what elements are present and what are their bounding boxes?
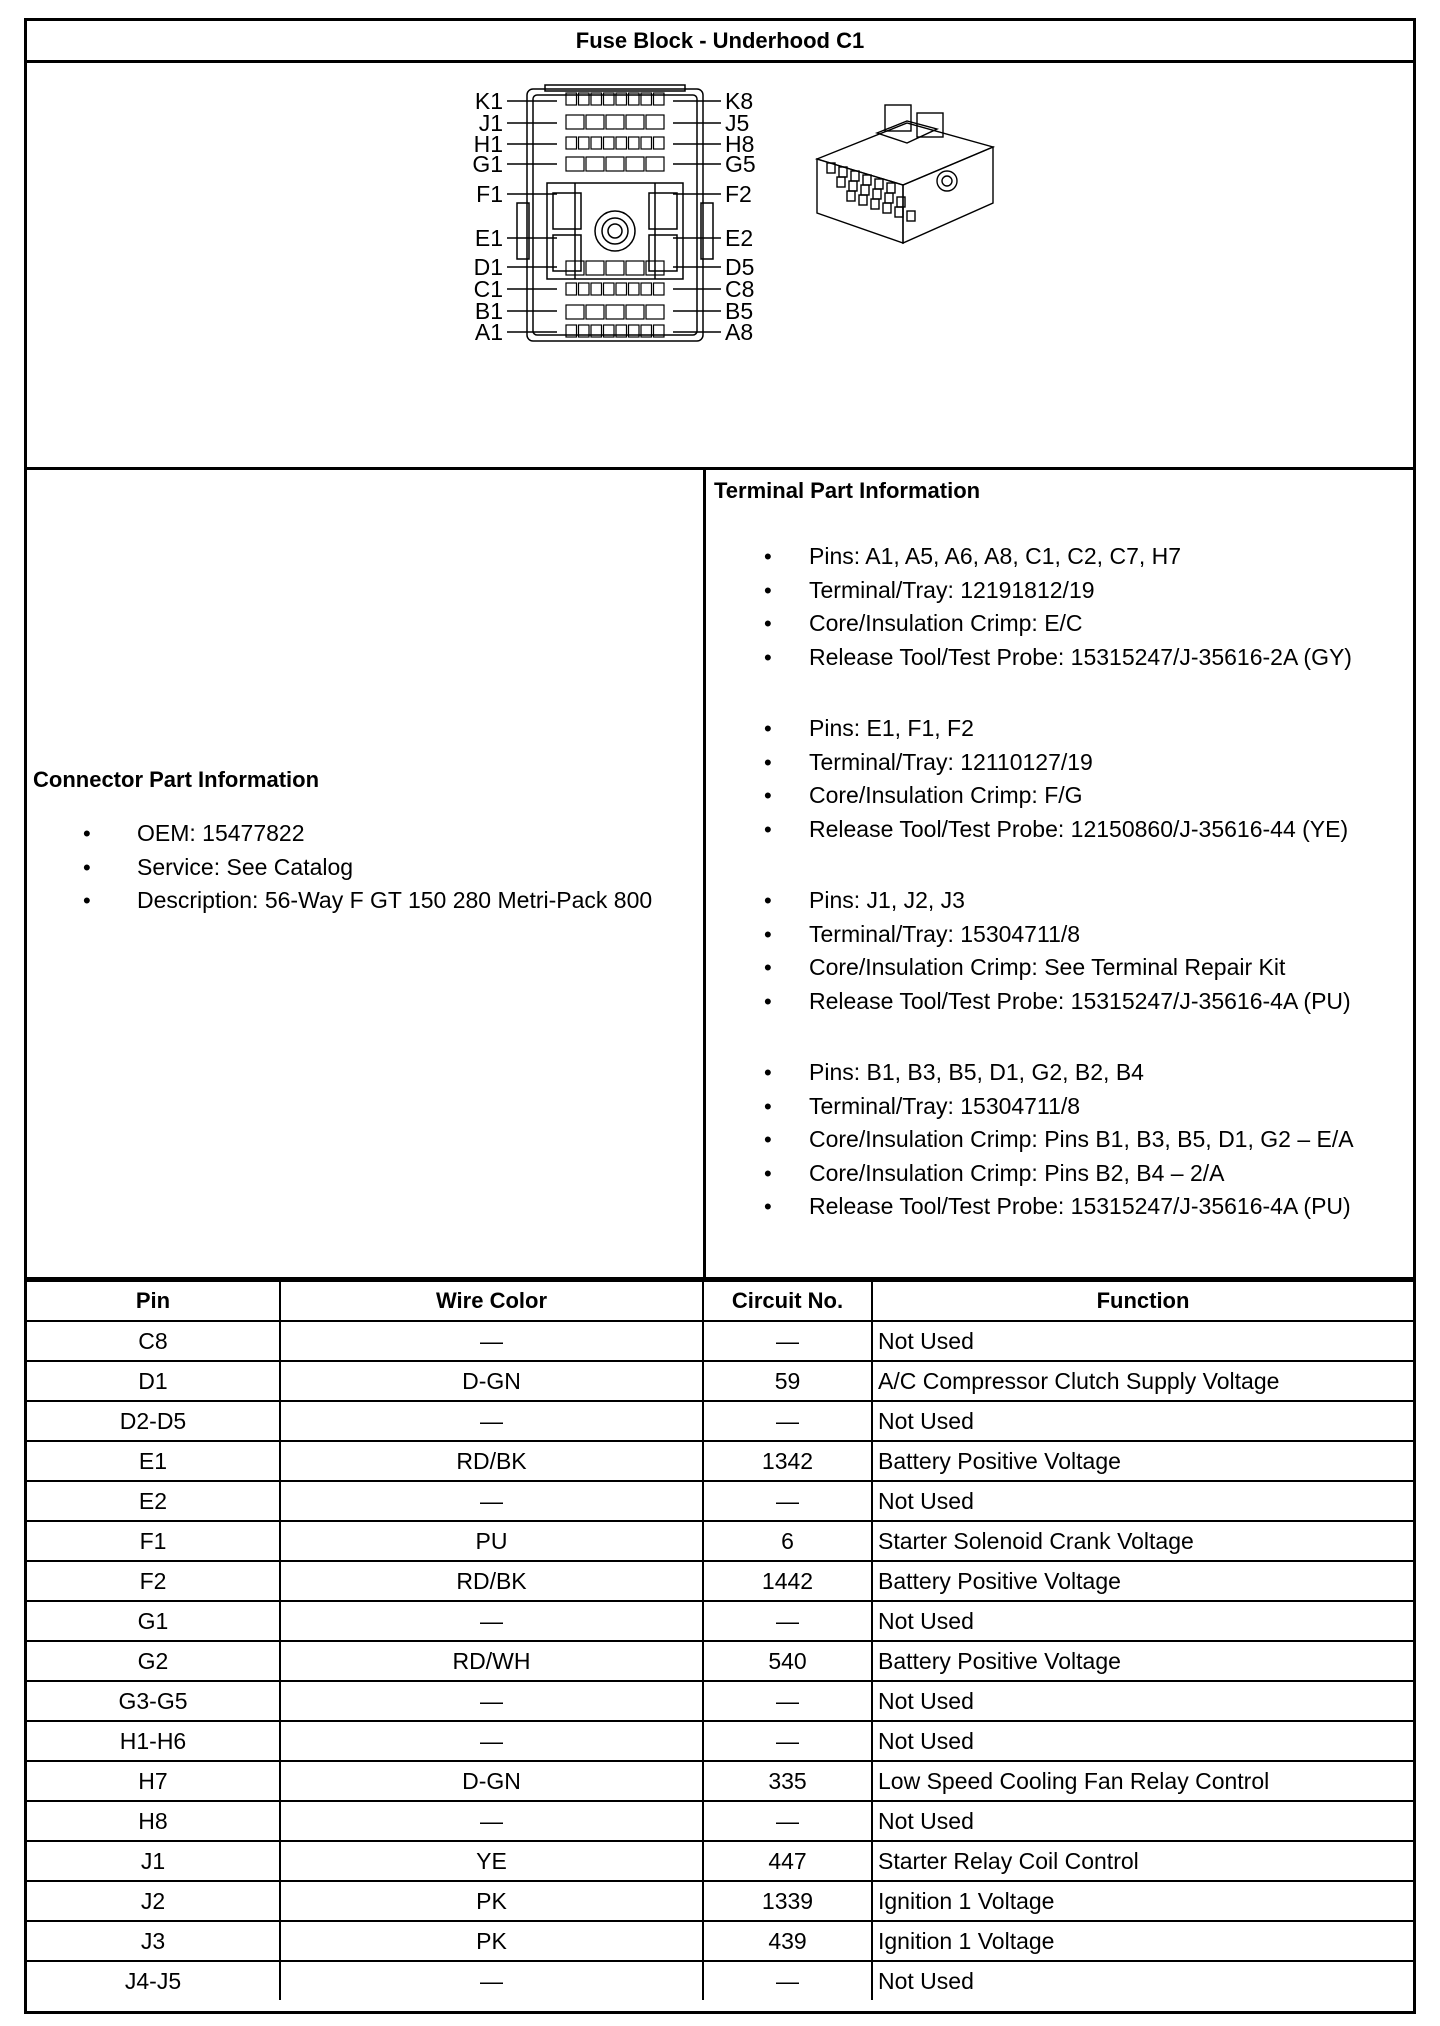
pin-label-left: C1 xyxy=(473,276,503,302)
circuit-no-cell: — xyxy=(703,1601,872,1641)
function-cell: Not Used xyxy=(872,1721,1413,1761)
iso-cavity xyxy=(907,211,915,221)
cavity xyxy=(646,115,664,129)
terminal-part-title: Terminal Part Information xyxy=(714,478,981,503)
table-row xyxy=(27,1401,1413,1441)
connector-item-oem: • OEM: 15477822 xyxy=(33,817,652,851)
terminal-item: • Terminal/Tray: 15304711/8 xyxy=(706,1090,1354,1124)
pin-label-right: A8 xyxy=(725,319,754,345)
circuit-no-cell: 59 xyxy=(703,1361,872,1401)
iso-cavity xyxy=(897,197,905,207)
wire-color-cell: — xyxy=(280,1481,703,1521)
cavity xyxy=(626,115,644,129)
cavity xyxy=(586,305,604,319)
cavity xyxy=(641,137,652,149)
table-row xyxy=(27,1681,1413,1721)
cavity xyxy=(579,137,590,149)
function-cell: Battery Positive Voltage xyxy=(872,1561,1413,1601)
table-row xyxy=(27,1481,1413,1521)
header-pin: Pin xyxy=(27,1281,280,1321)
iso-cavity xyxy=(851,171,859,181)
cavity xyxy=(579,283,590,295)
pin-cell: C8 xyxy=(27,1321,280,1361)
cavity xyxy=(604,137,615,149)
connector-part-info xyxy=(27,470,706,1277)
function-cell: Not Used xyxy=(872,1681,1413,1721)
pin-cell: G2 xyxy=(27,1641,280,1681)
terminal-item: • Core/Insulation Crimp: E/C xyxy=(706,607,1352,641)
cavity xyxy=(566,137,577,149)
pin-cell: H8 xyxy=(27,1801,280,1841)
wire-color-cell: D-GN xyxy=(280,1761,703,1801)
pin-cell: E2 xyxy=(27,1481,280,1521)
iso-cavity xyxy=(875,179,883,189)
terminal-item: • Core/Insulation Crimp: Pins B2, B4 – 2/A xyxy=(706,1157,1354,1191)
terminal-item: • Core/Insulation Crimp: See Terminal Repair Kit xyxy=(706,951,1351,985)
function-cell: Not Used xyxy=(872,1321,1413,1361)
circuit-no-cell: — xyxy=(703,1321,872,1361)
cavity xyxy=(586,115,604,129)
table-row xyxy=(27,1641,1413,1681)
function-cell: Not Used xyxy=(872,1801,1413,1841)
circuit-no-cell: — xyxy=(703,1481,872,1521)
table-row xyxy=(27,1761,1413,1801)
cavity xyxy=(629,137,640,149)
terminal-group-1 xyxy=(706,540,1352,674)
cavity xyxy=(606,305,624,319)
connector-item-service: • Service: See Catalog xyxy=(33,851,652,885)
cavity xyxy=(591,137,602,149)
pin-label-left: H1 xyxy=(473,131,503,157)
function-cell: Not Used xyxy=(872,1401,1413,1441)
terminal-item: • Release Tool/Test Probe: 15315247/J-35616-4A (PU) xyxy=(706,1190,1354,1224)
connector-diagram-section xyxy=(27,63,1413,470)
pin-cell: J3 xyxy=(27,1921,280,1961)
iso-cavity xyxy=(837,177,845,187)
wire-color-cell: — xyxy=(280,1961,703,2000)
table-row xyxy=(27,1721,1413,1761)
circuit-no-cell: 439 xyxy=(703,1921,872,1961)
circuit-no-cell: 1442 xyxy=(703,1561,872,1601)
terminal-group-3 xyxy=(706,884,1351,1018)
pin-cell: H1-H6 xyxy=(27,1721,280,1761)
pin-cell: J2 xyxy=(27,1881,280,1921)
circuit-no-cell: — xyxy=(703,1401,872,1441)
wire-color-cell: — xyxy=(280,1321,703,1361)
wire-color-cell: — xyxy=(280,1401,703,1441)
table-row xyxy=(27,1841,1413,1881)
pin-cell: D1 xyxy=(27,1361,280,1401)
function-cell: Not Used xyxy=(872,1961,1413,2000)
wire-color-cell: — xyxy=(280,1681,703,1721)
terminal-item: • Pins: J1, J2, J3 xyxy=(706,884,1351,918)
wire-color-cell: D-GN xyxy=(280,1361,703,1401)
wire-color-cell: — xyxy=(280,1801,703,1841)
cavity xyxy=(646,305,664,319)
circuit-no-cell: 540 xyxy=(703,1641,872,1681)
iso-cavity xyxy=(861,185,869,195)
pin-label-left: E1 xyxy=(474,225,503,251)
cavity xyxy=(626,261,644,275)
page-title: Fuse Block - Underhood C1 xyxy=(27,21,1413,63)
circuit-no-cell: — xyxy=(703,1681,872,1721)
pin-label-left: F1 xyxy=(476,181,503,207)
pin-cell: J4-J5 xyxy=(27,1961,280,2000)
pin-label-right: B5 xyxy=(725,298,754,324)
terminal-group-4 xyxy=(706,1056,1354,1224)
iso-cavity xyxy=(885,193,893,203)
iso-cavity xyxy=(873,189,881,199)
cavity xyxy=(606,261,624,275)
pin-cell: D2-D5 xyxy=(27,1401,280,1441)
cavity xyxy=(626,157,644,171)
terminal-item: • Terminal/Tray: 12110127/19 xyxy=(706,746,1348,780)
pin-label-left: K1 xyxy=(474,88,503,114)
terminal-item: • Core/Insulation Crimp: Pins B1, B3, B5, D1, G2 – E/A xyxy=(706,1123,1354,1157)
cavity xyxy=(586,157,604,171)
table-header-row xyxy=(27,1281,1413,1321)
pin-label-right: D5 xyxy=(725,254,755,280)
cavity xyxy=(604,283,615,295)
cavity xyxy=(616,283,627,295)
function-cell: Ignition 1 Voltage xyxy=(872,1921,1413,1961)
wire-color-cell: RD/BK xyxy=(280,1441,703,1481)
terminal-item: • Pins: A1, A5, A6, A8, C1, C2, C7, H7 xyxy=(706,540,1352,574)
cavity xyxy=(606,157,624,171)
table-row xyxy=(27,1361,1413,1401)
function-cell: Not Used xyxy=(872,1481,1413,1521)
iso-cavity xyxy=(871,199,879,209)
cavity xyxy=(654,283,665,295)
pin-label-right: J5 xyxy=(725,110,750,136)
pin-label-right: F2 xyxy=(725,181,752,207)
connector-part-title: Connector Part Information xyxy=(33,767,320,792)
cavity xyxy=(566,283,577,295)
circuit-no-cell: 1342 xyxy=(703,1441,872,1481)
wire-color-cell: PK xyxy=(280,1921,703,1961)
pin-cell: G1 xyxy=(27,1601,280,1641)
pin-label-right: G5 xyxy=(725,151,756,177)
pin-label-right: K8 xyxy=(725,88,754,114)
wire-color-cell: YE xyxy=(280,1841,703,1881)
terminal-item: • Core/Insulation Crimp: F/G xyxy=(706,779,1348,813)
document-frame xyxy=(24,18,1416,2014)
terminal-item: • Pins: E1, F1, F2 xyxy=(706,712,1348,746)
function-cell: A/C Compressor Clutch Supply Voltage xyxy=(872,1361,1413,1401)
circuit-no-cell: — xyxy=(703,1801,872,1841)
wire-color-cell: PU xyxy=(280,1521,703,1561)
iso-cavity xyxy=(847,191,855,201)
iso-cavity xyxy=(895,207,903,217)
cavity xyxy=(626,305,644,319)
pin-label-right: E2 xyxy=(725,225,754,251)
pin-cell: F2 xyxy=(27,1561,280,1601)
table-row xyxy=(27,1801,1413,1841)
terminal-item: • Release Tool/Test Probe: 15315247/J-35616-2A (GY) xyxy=(706,641,1352,675)
terminal-group-2 xyxy=(706,712,1348,846)
table-row xyxy=(27,1561,1413,1601)
terminal-part-info xyxy=(706,470,1413,1277)
function-cell: Not Used xyxy=(872,1601,1413,1641)
pinout-table xyxy=(27,1280,1413,2000)
terminal-item: • Terminal/Tray: 12191812/19 xyxy=(706,574,1352,608)
cavity xyxy=(566,157,584,171)
iso-cavity xyxy=(849,181,857,191)
cavity xyxy=(606,115,624,129)
table-row xyxy=(27,1881,1413,1921)
circuit-no-cell: — xyxy=(703,1961,872,2000)
connector-part-list xyxy=(33,817,652,918)
iso-cavity xyxy=(863,175,871,185)
table-row xyxy=(27,1961,1413,2000)
cavity xyxy=(654,137,665,149)
cavity xyxy=(566,305,584,319)
function-cell: Battery Positive Voltage xyxy=(872,1441,1413,1481)
pin-label-left: J1 xyxy=(478,110,503,136)
header-wire-color: Wire Color xyxy=(280,1281,703,1321)
iso-cavity xyxy=(859,195,867,205)
terminal-item: • Release Tool/Test Probe: 12150860/J-35616-44 (YE) xyxy=(706,813,1348,847)
pin-label-left: G1 xyxy=(472,151,503,177)
function-cell: Starter Relay Coil Control xyxy=(872,1841,1413,1881)
table-row xyxy=(27,1601,1413,1641)
pin-label-left: B1 xyxy=(474,298,503,324)
pin-label-left: A1 xyxy=(474,319,503,345)
wire-color-cell: RD/WH xyxy=(280,1641,703,1681)
terminal-item: • Release Tool/Test Probe: 15315247/J-35616-4A (PU) xyxy=(706,985,1351,1019)
circuit-no-cell: — xyxy=(703,1721,872,1761)
table-row xyxy=(27,1441,1413,1481)
wire-color-cell: — xyxy=(280,1601,703,1641)
wire-color-cell: PK xyxy=(280,1881,703,1921)
circuit-no-cell: 335 xyxy=(703,1761,872,1801)
table-row xyxy=(27,1921,1413,1961)
cavity xyxy=(646,157,664,171)
function-cell: Low Speed Cooling Fan Relay Control xyxy=(872,1761,1413,1801)
function-cell: Ignition 1 Voltage xyxy=(872,1881,1413,1921)
cavity xyxy=(616,137,627,149)
wire-color-cell: — xyxy=(280,1721,703,1761)
pin-label-right: H8 xyxy=(725,131,755,157)
pin-cell: H7 xyxy=(27,1761,280,1801)
table-row xyxy=(27,1321,1413,1361)
cavity xyxy=(629,283,640,295)
part-info-section xyxy=(27,470,1413,1280)
connector-item-description: • Description: 56-Way F GT 150 280 Metri-Pack 800 xyxy=(33,884,652,918)
function-cell: Starter Solenoid Crank Voltage xyxy=(872,1521,1413,1561)
terminal-item: • Pins: B1, B3, B5, D1, G2, B2, B4 xyxy=(706,1056,1354,1090)
circuit-no-cell: 6 xyxy=(703,1521,872,1561)
circuit-no-cell: 447 xyxy=(703,1841,872,1881)
header-circuit-no: Circuit No. xyxy=(703,1281,872,1321)
terminal-item: • Terminal/Tray: 15304711/8 xyxy=(706,918,1351,952)
table-row xyxy=(27,1521,1413,1561)
connector-isometric-icon xyxy=(817,105,993,243)
iso-cavity xyxy=(883,203,891,213)
wire-color-cell: RD/BK xyxy=(280,1561,703,1601)
iso-cavity xyxy=(839,167,847,177)
cavity xyxy=(641,283,652,295)
connector-face-diagram xyxy=(27,63,1413,467)
cavity xyxy=(586,261,604,275)
iso-cavity xyxy=(887,183,895,193)
pin-cell: J1 xyxy=(27,1841,280,1881)
pin-label-left: D1 xyxy=(473,254,503,280)
pin-cell: F1 xyxy=(27,1521,280,1561)
function-cell: Battery Positive Voltage xyxy=(872,1641,1413,1681)
pin-cell: E1 xyxy=(27,1441,280,1481)
connector-part-block xyxy=(33,767,652,918)
pin-cell: G3-G5 xyxy=(27,1681,280,1721)
circuit-no-cell: 1339 xyxy=(703,1881,872,1921)
cavity xyxy=(591,283,602,295)
header-function: Function xyxy=(872,1281,1413,1321)
pin-label-right: C8 xyxy=(725,276,755,302)
cavity xyxy=(566,115,584,129)
